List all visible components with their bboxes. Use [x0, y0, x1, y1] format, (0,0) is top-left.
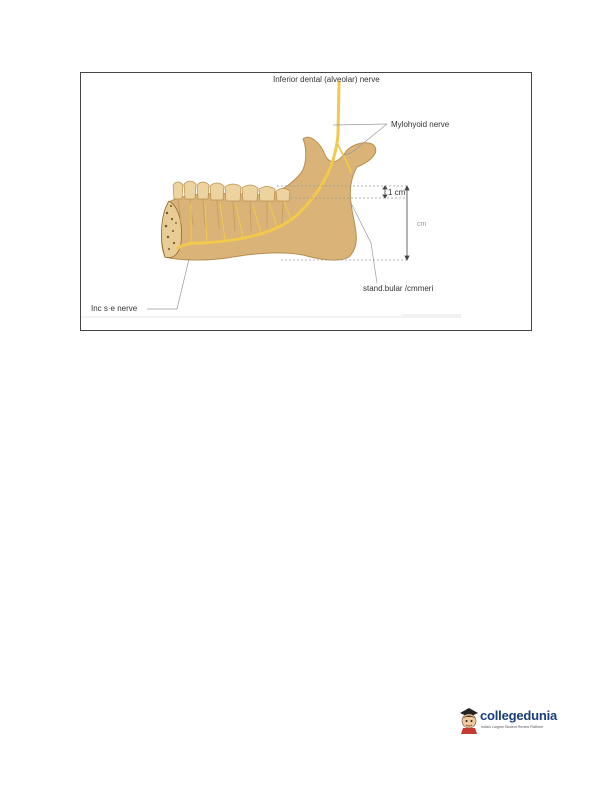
label-mandibular-canal: stand.bular /cmmeri: [363, 284, 434, 293]
student-mascot-icon: [458, 706, 480, 734]
label-one-cm: 1 cm: [388, 188, 406, 197]
label-cm: cm: [417, 221, 427, 228]
logo-tagline: India's Largest Student Review Platform: [481, 725, 544, 729]
label-mylohyoid-nerve: Mylohyoid nerve: [391, 120, 450, 129]
collegedunia-logo[interactable]: [458, 706, 558, 736]
label-inferior-dental-nerve: Inferior dental (alveolar) nerve: [273, 75, 380, 84]
teeth: [173, 181, 290, 201]
measurement-arrows: [383, 186, 409, 260]
mandible-figure: [80, 72, 532, 331]
label-incisive-nerve: Inc s·e nerve: [91, 304, 138, 313]
logo-wordmark: collegedunia: [480, 708, 558, 723]
mandible-illustration: [81, 73, 531, 330]
